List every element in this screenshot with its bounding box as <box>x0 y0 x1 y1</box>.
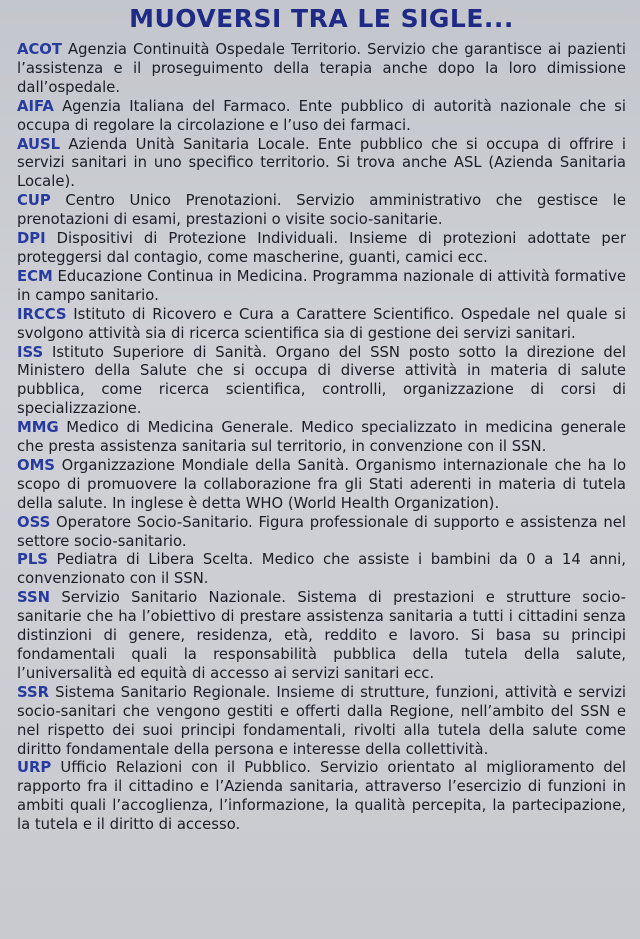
definition: Agenzia Continuità Ospedale Territorio. Servizio che garantisce ai pazienti l’assistenza e il proseguimento della terapia anche dopo la loro dimissione dall’ospedale. <box>17 41 626 96</box>
acronym: URP <box>17 759 52 777</box>
acronym: MMG <box>17 419 59 437</box>
glossary-entry-cup <box>17 192 626 230</box>
page-title: MUOVERSI TRA LE SIGLE... <box>129 4 514 33</box>
acronym: ISS <box>17 343 44 361</box>
definition: Centro Unico Prenotazioni. Servizio amministrativo che gestisce le prenotazioni di esami, prestazioni o visite socio-sanitarie. <box>17 192 626 229</box>
definition: Operatore Socio-Sanitario. Figura professionale di supporto e assistenza nel settore socio-sanitario. <box>17 513 626 550</box>
definition: Servizio Sanitario Nazionale. Sistema di prestazioni e strutture socio-sanitarie che ha l’obiettivo di prestare assistenza sanitaria a tutti i cittadini senza distinzioni di genere, residenza, età, reddito e lavoro. Si basa su principi fondamentali quali la responsabilità pubblica della tutela della salute, l’universalità ed equità di accesso ai servizi sanitari ecc. <box>17 589 626 682</box>
definition: Azienda Unità Sanitaria Locale. Ente pubblico che si occupa di offrire i servizi sanitari in uno specifico territorio. Si trova anche ASL (Azienda Sanitaria Locale). <box>17 135 626 191</box>
acronym: DPI <box>17 230 46 248</box>
definition: Istituto Superiore di Sanità. Organo del SSN posto sotto la direzione del Ministero della Salute che si occupa di diverse attività in materia di salute pubblica, come ricerca scientifica, controlli, organizzazione di corsi di specializzazione. <box>17 343 626 418</box>
glossary-entry-aifa <box>17 98 626 136</box>
definition: Sistema Sanitario Regionale. Insieme di strutture, funzioni, attività e servizi socio-sanitari che vengono gestiti e offerti dalla Regione, nell’ambito del SSN e nel rispetto dei suoi principi fondamentali, rivolti alla tutela della salute come diritto fondamentale della persona e interesse della collettività. <box>17 683 626 758</box>
definition: Pediatra di Libera Scelta. Medico che assiste i bambini da 0 a 14 anni, convenzionato con il SSN. <box>17 551 626 588</box>
acronym: AIFA <box>17 97 54 115</box>
glossary-entry-irccs <box>17 306 626 344</box>
glossary-entry-ssn <box>17 589 626 684</box>
definition: Ufficio Relazioni con il Pubblico. Servizio orientato al miglioramento del rapporto fra il cittadino e l’Azienda sanitaria, attraverso l’esercizio di funzioni in ambiti quali l’accoglienza, l’informazione, la qualità percepita, la partecipazione, la tutela e il diritto di accesso. <box>17 759 626 834</box>
acronym: SSR <box>17 683 50 701</box>
acronym: AUSL <box>17 135 61 153</box>
acronym: SSN <box>17 589 51 607</box>
definition: Educazione Continua in Medicina. Programma nazionale di attività formative in campo sanitario. <box>17 267 626 304</box>
glossary-entry-oss <box>17 514 626 552</box>
acronym: OSS <box>17 513 51 531</box>
acronym: OMS <box>17 456 55 474</box>
glossary-entry-pls <box>17 551 626 589</box>
glossary-entry-oms <box>17 457 626 514</box>
glossary-entry-acot <box>17 41 626 98</box>
acronym: CUP <box>17 192 51 210</box>
definition: Medico di Medicina Generale. Medico specializzato in medicina generale che presta assistenza sanitaria sul territorio, in convenzione con il SSN. <box>17 419 626 456</box>
glossary-entry-ecm <box>17 268 626 306</box>
glossary-entry-mmg <box>17 419 626 457</box>
acronym: PLS <box>17 551 48 569</box>
acronym: IRCCS <box>17 305 67 323</box>
glossary-entry-urp <box>17 759 626 835</box>
acronym: ACOT <box>17 41 62 58</box>
definition: Agenzia Italiana del Farmaco. Ente pubblico di autorità nazionale che si occupa di regolare la circolazione e l’uso dei farmaci. <box>17 97 626 134</box>
definition: Istituto di Ricovero e Cura a Carattere Scientifico. Ospedale nel quale si svolgono attività sia di ricerca scientifica sia di gestione dei servizi sanitari. <box>17 305 626 342</box>
glossary-entry-ausl <box>17 136 626 193</box>
glossary-entry-dpi <box>17 230 626 268</box>
definition: Organizzazione Mondiale della Sanità. Organismo internazionale che ha lo scopo di promuovere la collaborazione fra gli Stati aderenti in materia di tutela della salute. In inglese è detta WHO (World Health Organization). <box>17 456 626 512</box>
acronym: ECM <box>17 267 53 285</box>
definition: Dispositivi di Protezione Individuali. Insieme di protezioni adottate per proteggersi dal contagio, come mascherine, guanti, camici ecc. <box>17 230 626 266</box>
glossary-entry-ssr <box>17 684 626 760</box>
glossary-entry-iss <box>17 344 626 420</box>
